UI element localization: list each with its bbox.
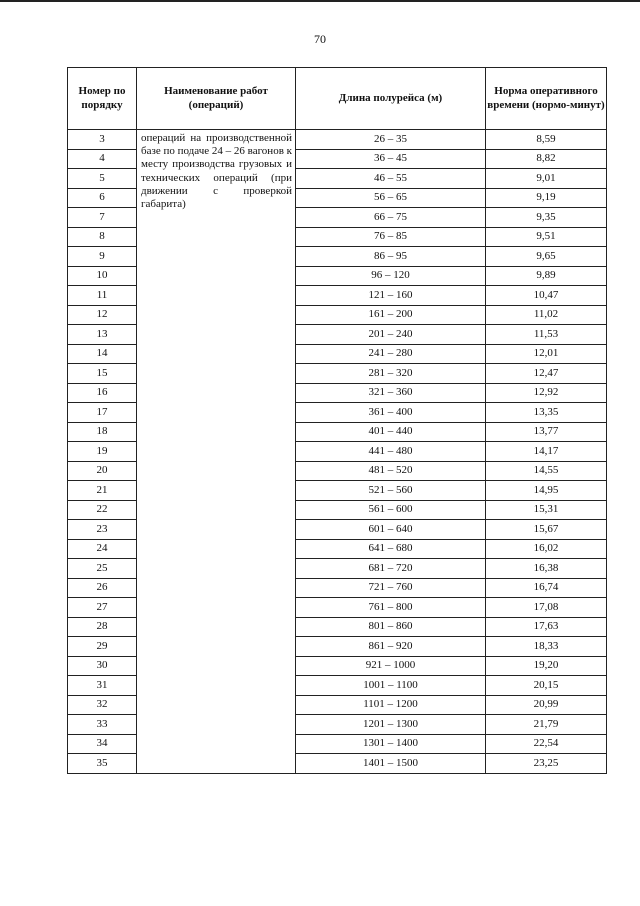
row-number: 7 [68,208,137,228]
header-half-trip-length: Длина полурейса (м) [296,68,486,130]
table-header-row [68,68,607,130]
time-norm-value: 16,74 [486,578,607,598]
norms-table [67,67,607,774]
time-norm-value: 9,65 [486,247,607,267]
time-norm-value: 12,92 [486,383,607,403]
half-trip-length: 56 – 65 [296,188,486,208]
row-number: 24 [68,539,137,559]
half-trip-length: 801 – 860 [296,617,486,637]
top-border-line [0,0,640,2]
time-norm-value: 8,59 [486,130,607,150]
time-norm-value: 22,54 [486,734,607,754]
time-norm-value: 13,77 [486,422,607,442]
row-number: 20 [68,461,137,481]
page-number: 70 [314,32,326,46]
table-body [68,130,607,774]
row-number: 31 [68,676,137,696]
time-norm-value: 9,19 [486,188,607,208]
row-number: 6 [68,188,137,208]
half-trip-length: 361 – 400 [296,403,486,423]
time-norm-value: 9,35 [486,208,607,228]
time-norm-value: 15,67 [486,520,607,540]
row-number: 21 [68,481,137,501]
time-norm-value: 23,25 [486,754,607,774]
row-number: 32 [68,695,137,715]
half-trip-length: 861 – 920 [296,637,486,657]
time-norm-value: 15,31 [486,500,607,520]
time-norm-value: 8,82 [486,149,607,169]
time-norm-value: 11,53 [486,325,607,345]
time-norm-value: 16,38 [486,559,607,579]
row-number: 9 [68,247,137,267]
half-trip-length: 1101 – 1200 [296,695,486,715]
time-norm-value: 17,63 [486,617,607,637]
half-trip-length: 561 – 600 [296,500,486,520]
half-trip-length: 761 – 800 [296,598,486,618]
row-number: 15 [68,364,137,384]
time-norm-value: 12,01 [486,344,607,364]
row-number: 11 [68,286,137,306]
time-norm-value: 21,79 [486,715,607,735]
half-trip-length: 86 – 95 [296,247,486,267]
row-number: 16 [68,383,137,403]
row-number: 30 [68,656,137,676]
time-norm-value: 20,99 [486,695,607,715]
row-number: 19 [68,442,137,462]
half-trip-length: 76 – 85 [296,227,486,247]
row-number: 23 [68,520,137,540]
header-number: Номер по порядку [68,68,137,130]
row-number: 3 [68,130,137,150]
half-trip-length: 481 – 520 [296,461,486,481]
time-norm-value: 14,55 [486,461,607,481]
row-number: 35 [68,754,137,774]
half-trip-length: 1401 – 1500 [296,754,486,774]
half-trip-length: 26 – 35 [296,130,486,150]
half-trip-length: 121 – 160 [296,286,486,306]
half-trip-length: 1001 – 1100 [296,676,486,696]
half-trip-length: 641 – 680 [296,539,486,559]
half-trip-length: 921 – 1000 [296,656,486,676]
half-trip-length: 521 – 560 [296,481,486,501]
half-trip-length: 96 – 120 [296,266,486,286]
row-number: 34 [68,734,137,754]
time-norm-value: 17,08 [486,598,607,618]
time-norm-value: 14,95 [486,481,607,501]
time-norm-value: 9,01 [486,169,607,189]
row-number: 13 [68,325,137,345]
time-norm-value: 13,35 [486,403,607,423]
row-number: 14 [68,344,137,364]
half-trip-length: 241 – 280 [296,344,486,364]
half-trip-length: 401 – 440 [296,422,486,442]
row-number: 33 [68,715,137,735]
time-norm-value: 12,47 [486,364,607,384]
time-norm-value: 14,17 [486,442,607,462]
row-number: 27 [68,598,137,618]
header-operation-name: Наименование работ (операций) [137,68,296,130]
row-number: 5 [68,169,137,189]
time-norm-value: 10,47 [486,286,607,306]
row-number: 8 [68,227,137,247]
row-number: 28 [68,617,137,637]
half-trip-length: 321 – 360 [296,383,486,403]
row-number: 29 [68,637,137,657]
row-number: 4 [68,149,137,169]
table-row [68,130,607,150]
time-norm-value: 9,51 [486,227,607,247]
row-number: 26 [68,578,137,598]
row-number: 25 [68,559,137,579]
half-trip-length: 1201 – 1300 [296,715,486,735]
time-norm-value: 9,89 [486,266,607,286]
time-norm-value: 16,02 [486,539,607,559]
half-trip-length: 1301 – 1400 [296,734,486,754]
row-number: 10 [68,266,137,286]
row-number: 18 [68,422,137,442]
operation-description: операций на производственной базе по подаче 24 – 26 вагонов к месту производства грузовых и технических операций (при движении с проверкой габарита) [137,130,296,774]
half-trip-length: 721 – 760 [296,578,486,598]
half-trip-length: 441 – 480 [296,442,486,462]
header-operative-time-norm: Норма оперативного времени (нормо-минут) [486,68,607,130]
row-number: 17 [68,403,137,423]
half-trip-length: 281 – 320 [296,364,486,384]
time-norm-value: 19,20 [486,656,607,676]
half-trip-length: 161 – 200 [296,305,486,325]
half-trip-length: 681 – 720 [296,559,486,579]
half-trip-length: 66 – 75 [296,208,486,228]
time-norm-value: 11,02 [486,305,607,325]
half-trip-length: 46 – 55 [296,169,486,189]
half-trip-length: 601 – 640 [296,520,486,540]
row-number: 12 [68,305,137,325]
time-norm-value: 18,33 [486,637,607,657]
time-norm-value: 20,15 [486,676,607,696]
row-number: 22 [68,500,137,520]
half-trip-length: 201 – 240 [296,325,486,345]
half-trip-length: 36 – 45 [296,149,486,169]
